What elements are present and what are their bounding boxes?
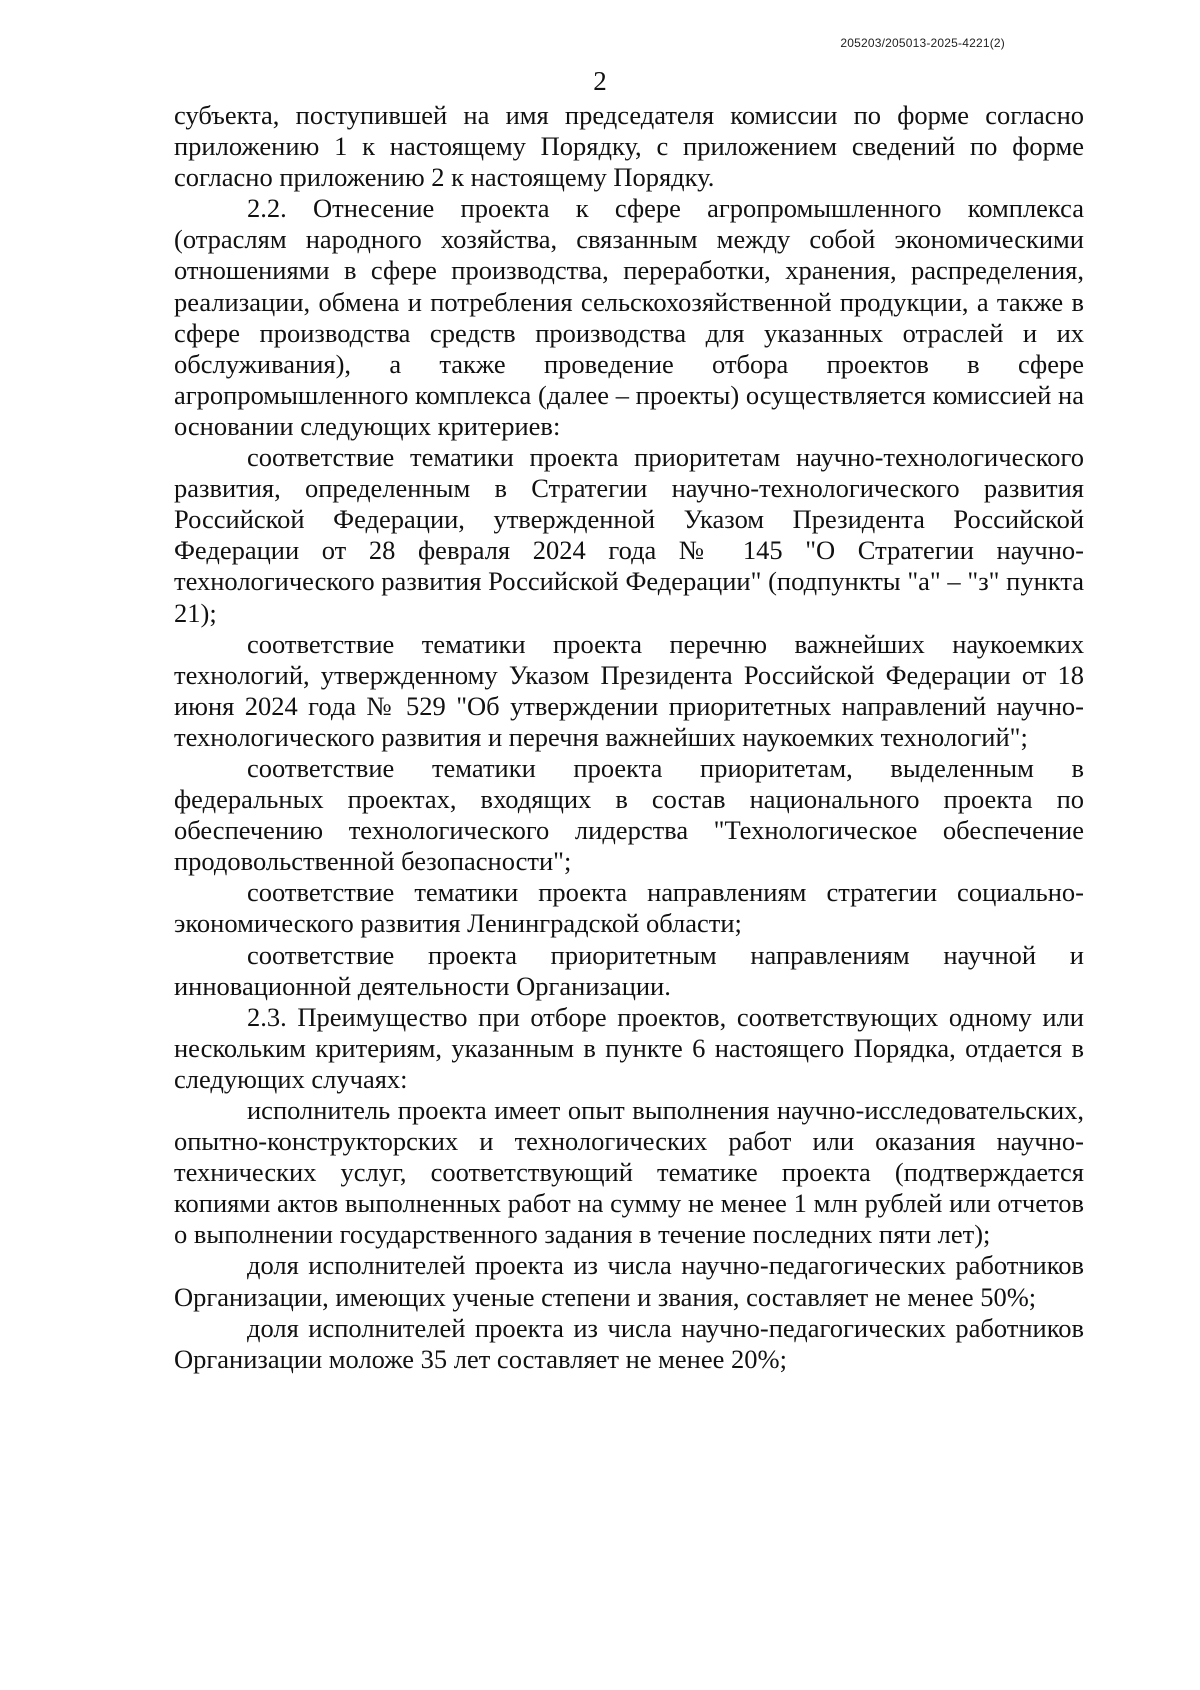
paragraph-continuation: субъекта, поступившей на имя председателя комиссии по форме согласно приложению 1 к настоящему Порядку, с приложением сведений по форме согласно приложению 2 к настоящему Порядку. [174,100,1084,193]
criterion-item: соответствие тематики проекта приоритетам, выделенным в федеральных проектах, входящих в состав национального проекта по обеспечению технологического лидерства "Технологическое обеспечение продовольственной безопасности"; [174,752,1084,877]
preference-item: доля исполнителей проекта из числа научно-педагогических работников Организации моложе 35 лет составляет не менее 20%; [174,1312,1084,1374]
page-number: 2 [593,66,607,96]
document-code: 205203/205013-2025-4221(2) [840,36,1005,50]
preference-item: исполнитель проекта имеет опыт выполнения научно-исследовательских, опытно-конструкторских и технологических работ или оказания научно-технических услуг, соответствующий тематике проекта (подтверждается копиями актов выполненных работ на сумму не менее 1 млн рублей или отчетов о выполнении государственного задания в течение последних пяти лет); [174,1095,1084,1250]
criterion-item: соответствие проекта приоритетным направлениям научной и инновационной деятельности Организации. [174,939,1084,1001]
document-body [174,100,1084,1375]
criterion-item: соответствие тематики проекта приоритетам научно-технологического развития, определенным в Стратегии научно-технологического развития Российской Федерации, утвержденной Указом Президента Российской Федерации от 28 февраля 2024 года № 145 "О Стратегии научно-технологического развития Российской Федерации" (подпункты "а" – "з" пункта 21); [174,442,1084,628]
criterion-item: соответствие тематики проекта перечню важнейших наукоемких технологий, утвержденному Указом Президента Российской Федерации от 18 июня 2024 года № 529 "Об утверждении приоритетных направлений научно-технологического развития и перечня важнейших наукоемких технологий"; [174,628,1084,752]
paragraph-2-2: 2.2. Отнесение проекта к сфере агропромышленного комплекса (отраслям народного хозяйства, связанным между собой экономическими отношениями в сфере производства, переработки, хранения, распределения, реализации, обмена и потребления сельскохозяйственной продукции, а также в сфере производства средств производства для указанных отраслей и их обслуживания), а также проведение отбора проектов в сфере агропромышленного комплекса (далее – проекты) осуществляется комиссией на основании следующих критериев: [174,193,1084,441]
criterion-item: соответствие тематики проекта направлениям стратегии социально-экономического развития Ленинградской области; [174,877,1084,939]
paragraph-2-3: 2.3. Преимущество при отборе проектов, соответствующих одному или нескольким критериям, указанным в пункте 6 настоящего Порядка, отдается в следующих случаях: [174,1001,1084,1094]
preference-item: доля исполнителей проекта из числа научно-педагогических работников Организации, имеющих ученые степени и звания, составляет не менее 50%; [174,1250,1084,1312]
